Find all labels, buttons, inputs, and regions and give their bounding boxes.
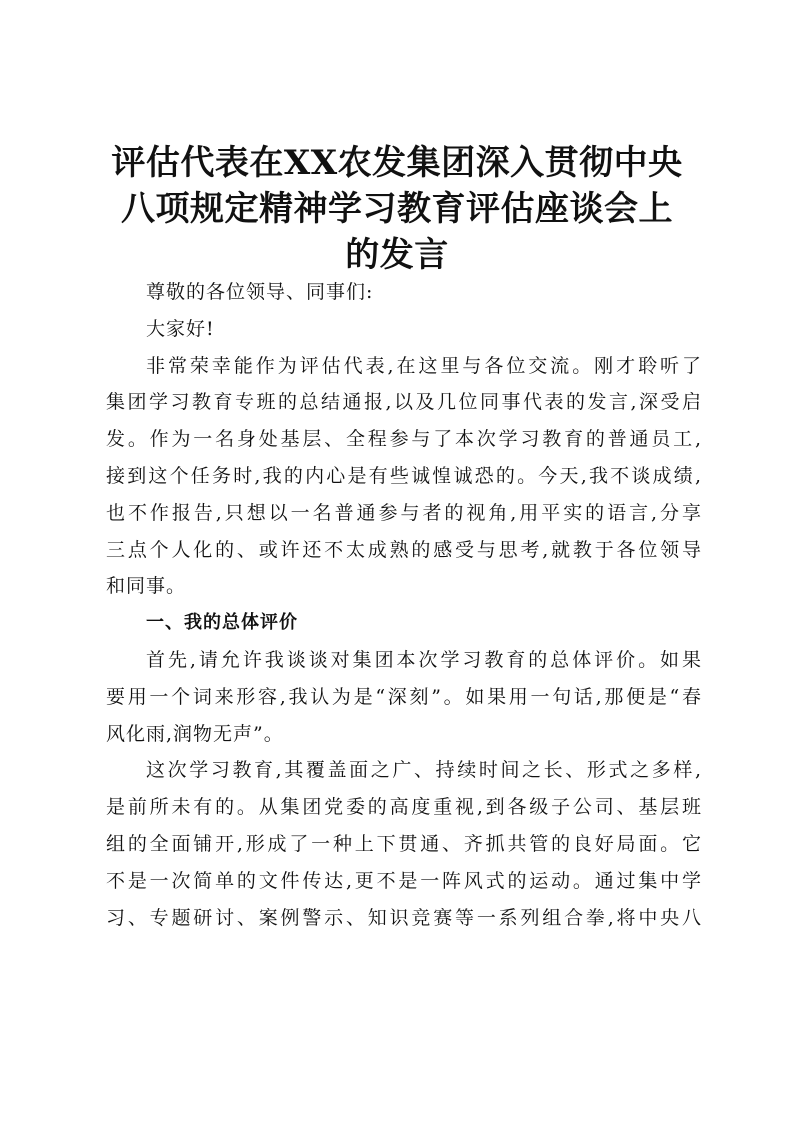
section-heading: 一、我的总体评价 xyxy=(146,612,298,634)
paragraph-line: 三点个人化的、或许还不太成熟的感受与思考,就教于各位领导 xyxy=(106,538,702,561)
paragraph-line: 接到这个任务时,我的内心是有些诚惶诚恐的。今天,我不谈成绩, xyxy=(106,464,702,487)
paragraph-line: 不是一次简单的文件传达,更不是一阵风式的运动。通过集中学 xyxy=(106,869,702,892)
paragraph-line: 组的全面铺开,形成了一种上下贯通、齐抓共管的良好局面。它 xyxy=(106,832,702,855)
paragraph-line: 发。作为一名身处基层、全程参与了本次学习教育的普通员工, xyxy=(106,428,702,451)
greeting: 大家好! xyxy=(146,317,215,340)
paragraph-line: 非常荣幸能作为评估代表,在这里与各位交流。刚才聆听了 xyxy=(146,354,702,377)
paragraph-line: 这次学习教育,其覆盖面之广、持续时间之长、形式之多样, xyxy=(146,759,702,782)
paragraph-evaluation xyxy=(106,642,702,752)
paragraph-line: 也不作报告,只想以一名普通参与者的视角,用平实的语言,分享 xyxy=(106,501,702,524)
document-body xyxy=(106,274,702,936)
paragraph-line: 和同事。 xyxy=(106,575,187,598)
paragraph-line: 是前所未有的。从集团党委的高度重视,到各级子公司、基层班 xyxy=(106,796,702,819)
salutation: 尊敬的各位领导、同事们: xyxy=(146,281,374,303)
paragraph-line: 风化雨,润物无声”。 xyxy=(106,722,284,745)
title-line-2: 八项规定精神学习教育评估座谈会上 xyxy=(121,189,673,229)
paragraph-intro xyxy=(106,348,702,606)
paragraph-line: 首先,请允许我谈谈对集团本次学习教育的总体评价。如果 xyxy=(146,648,702,671)
title-line-1: 评估代表在XX农发集团深入贯彻中央 xyxy=(111,143,683,183)
paragraph-scope xyxy=(106,752,702,936)
title-line-3: 的发言 xyxy=(345,235,449,275)
paragraph-line: 要用一个词来形容,我认为是“深刻”。如果用一句话,那便是“春 xyxy=(106,685,702,708)
paragraph-line: 习、专题研讨、案例警示、知识竞赛等一系列组合拳,将中央八 xyxy=(106,906,702,929)
paragraph-line: 集团学习教育专班的总结通报,以及几位同事代表的发言,深受启 xyxy=(106,391,702,414)
document-title xyxy=(95,140,699,278)
